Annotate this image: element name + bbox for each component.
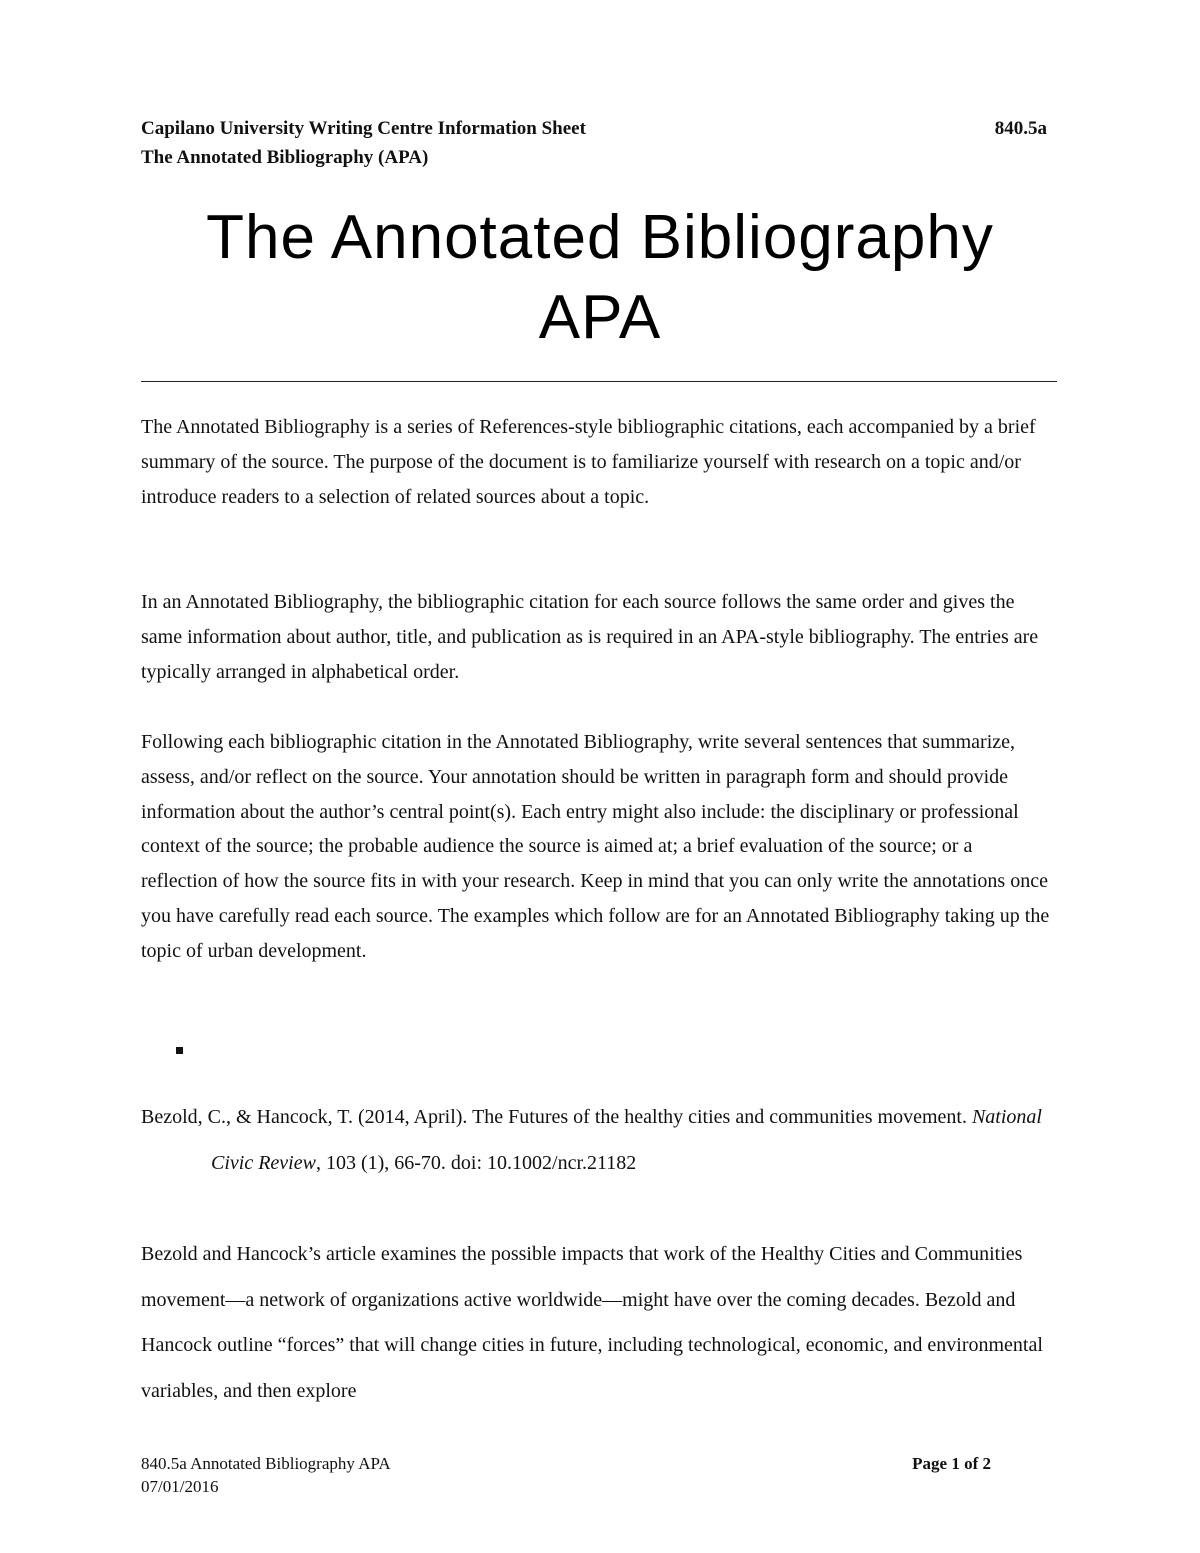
- footer-top-row: [141, 1452, 991, 1475]
- title-divider: [141, 381, 1057, 382]
- footer-doc-name: 840.5a Annotated Bibliography APA: [141, 1454, 391, 1473]
- document-footer: [141, 1452, 991, 1498]
- page-title: [100, 198, 1100, 358]
- header-code: 840.5a: [994, 118, 1047, 139]
- bullet-marker: [176, 1047, 183, 1054]
- citation-order-paragraph: In an Annotated Bibliography, the bibliographic citation for each source follows the same order and gives the same information about author, title, and publication as is required in an APA-style bibliography. The entries are typically arranged in alphabetical order.: [141, 591, 1039, 683]
- header-top-row: [141, 114, 1047, 143]
- footer-page-number: Page 1 of 2: [912, 1454, 991, 1473]
- footer-date: 07/01/2016: [141, 1477, 219, 1496]
- page-title-line1: The Annotated Bibliography: [206, 203, 994, 272]
- intro-paragraph: The Annotated Bibliography is a series of References-style bibliographic citations, each accompanied by a brief summary of the source. The purpose of the document is to familiarize yourself with research on a topic and/or introduce readers to a selection of related sources about a topic.: [141, 416, 1036, 508]
- citation-details: , 103 (1), 66-70. doi: 10.1002/ncr.21182: [315, 1152, 637, 1174]
- example-citation: [141, 1094, 1051, 1186]
- example-annotation: Bezold and Hancock’s article examines the possible impacts that work of the Healthy Cities and Communities movement—a network of organizations active worldwide—might have over the coming decades. Bezold and Hancock outline “forces” that will change cities in future, including technological, economic, and environmental variables, and then explore: [141, 1243, 1043, 1402]
- page-title-line2: APA: [538, 283, 662, 352]
- citation-authors-title: Bezold, C., & Hancock, T. (2014, April). The Futures of the healthy cities and communities movement.: [141, 1106, 972, 1128]
- document-header: [141, 114, 1047, 172]
- header-subtitle: The Annotated Bibliography (APA): [141, 147, 429, 168]
- citation-journal: National Civic Review: [211, 1106, 1042, 1174]
- header-org-line: Capilano University Writing Centre Information Sheet: [141, 118, 586, 139]
- annotation-guidance-paragraph: Following each bibliographic citation in the Annotated Bibliography, write several sentences that summarize, assess, and/or reflect on the source. Your annotation should be written in paragraph form and should provide information about the author’s central point(s). Each entry might also include: the disciplinary or professional context of the source; the probable audience the source is aimed at; a brief evaluation of the source; or a reflection of how the source fits in with your research. Keep in mind that you can only write the annotations once you have carefully read each source. The examples which follow are for an Annotated Bibliography taking up the topic of urban development.: [141, 731, 1050, 962]
